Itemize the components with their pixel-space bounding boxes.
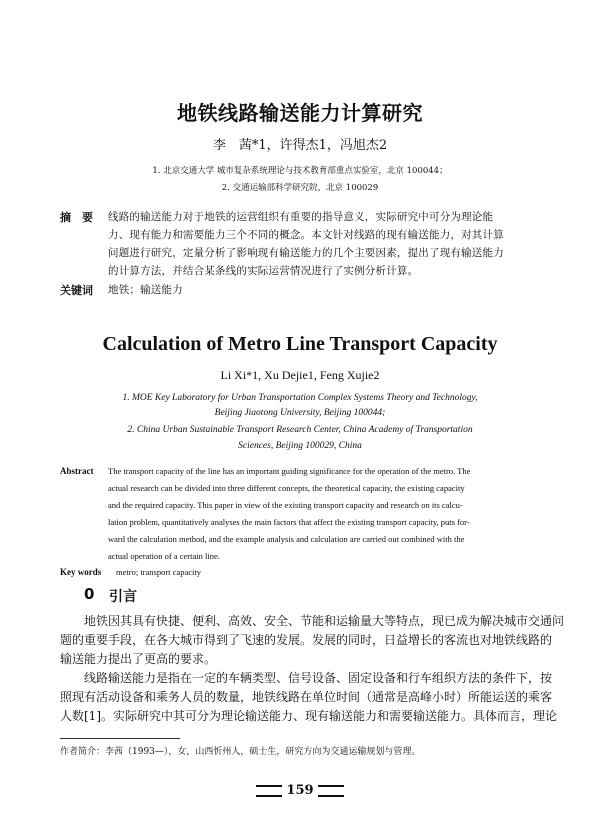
english-abstract-line: ward the calculation method, and the example analysis and calculation are carried out combined with the xyxy=(108,534,465,544)
page-number-value: 159 xyxy=(286,783,314,798)
section-number: 0 xyxy=(84,585,95,603)
english-title: Calculation of Metro Line Transport Capacity xyxy=(102,333,498,355)
english-keywords: metro; transport capacity xyxy=(116,567,201,577)
chinese-abstract-line: 的计算方法，并结合某条线的实际运营情况进行了实例分析计算。 xyxy=(108,265,419,277)
chinese-abstract-line: 问题进行研究，定量分析了影响现有输送能力的几个主要因素，提出了现有输送能力 xyxy=(108,247,504,259)
english-abstract-line: lation problem, quantitatively analyses the main factors that affect the existing transport capacity, puts for- xyxy=(108,517,470,527)
body-text-line: 输送能力提出了更高的要求。 xyxy=(60,652,217,666)
body-text-line: 线路输送能力是指在一定的车辆类型、信号设备、固定设备和行车组织方法的条件下，按 xyxy=(60,671,553,685)
body-text-line: 地铁因其具有快捷、便利、高效、安全、节能和运输量大等特点，现已成为解决城市交通问 xyxy=(60,614,565,628)
english-abstract-line: actual research can be divided into three different concepts, the theoretical capacity, the existing capacity xyxy=(108,483,465,493)
english-abstract-label: Abstract xyxy=(60,466,94,476)
english-abstract-line: actual operation of a certain line. xyxy=(108,551,220,561)
english-affiliation-line: Sciences, Beijing 100029, China xyxy=(238,441,362,451)
english-affiliation-line: 2. China Urban Sustainable Transport Research Center, China Academy of Transportation xyxy=(127,425,473,435)
english-abstract-line: and the required capacity. This paper in view of the existing transport capacity and research on its calcu- xyxy=(108,500,463,510)
chinese-abstract-line: 线路的输送能力对于地铁的运营组织有重要的指导意义，实际研究中可分为理论能 xyxy=(108,211,494,223)
english-authors: Li Xi*1, Xu Dejie1, Feng Xujie2 xyxy=(220,368,380,382)
section-title: 引言 xyxy=(109,589,137,605)
english-affiliation-line: 1. MOE Key Laboratory for Urban Transportation Complex Systems Theory and Technology, xyxy=(122,393,478,403)
body-text-line: 题的重要手段，在各大城市得到了飞速的发展。发展的同时，日益增长的客流也对地铁线路的 xyxy=(60,633,553,647)
chinese-abstract-label: 摘 要 xyxy=(60,211,93,224)
english-affiliation-line: Beijing Jiaotong University, Beijing 100044; xyxy=(214,408,386,418)
chinese-authors: 李 茜*1，许得杰1，冯旭杰2 xyxy=(212,138,388,153)
footnote-divider xyxy=(60,738,180,739)
page-number xyxy=(0,783,600,798)
page-number-ornament-right xyxy=(318,785,344,797)
chinese-affiliation-1: 1. 北京交通大学 城市复杂系统理论与技术教育部重点实验室，北京 100044； xyxy=(152,166,448,176)
author-footnote: 作者简介：李茜（1993—），女，山西忻州人，硕士生，研究方向为交通运输规划与管理。 xyxy=(60,747,421,757)
chinese-abstract-line: 力、现有能力和需要能力三个不同的概念。本文针对线路的现有输送能力，对其计算 xyxy=(108,229,504,241)
chinese-title: 地铁线路输送能力计算研究 xyxy=(177,101,423,125)
body-text-line: 照现有活动设备和乘务人员的数量，地铁线路在单位时间（通常是高峰小时）所能运送的乘客 xyxy=(60,690,553,704)
chinese-keywords-label: 关键词 xyxy=(60,284,93,297)
english-keywords-label: Key words xyxy=(60,567,102,577)
body-text-line: 人数[1]。实际研究中其可分为理论输送能力、现有输送能力和需要输送能力。具体而言，理论 xyxy=(60,709,558,723)
chinese-affiliation-2: 2. 交通运输部科学研究院，北京 100029 xyxy=(221,183,379,193)
chinese-keywords: 地铁；输送能力 xyxy=(108,284,183,296)
page-number-ornament-left xyxy=(256,785,282,797)
english-abstract-line: The transport capacity of the line has an important guiding significance for the operation of the metro. The xyxy=(108,466,471,476)
